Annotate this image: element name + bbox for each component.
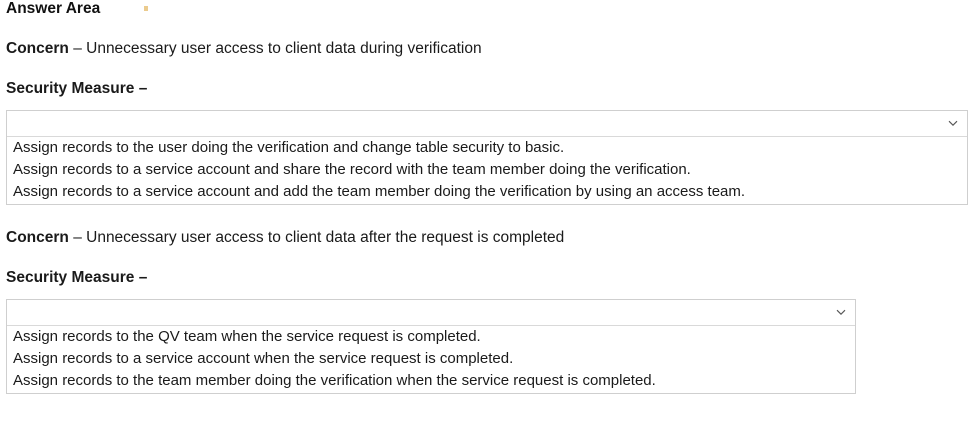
concern-label-2: Concern bbox=[6, 228, 69, 246]
concern-line-1 bbox=[6, 40, 968, 59]
dropdown-option[interactable]: Assign records to the team member doing the verification when the service request is completed. bbox=[13, 371, 656, 389]
stray-highlight-mark bbox=[144, 6, 148, 11]
security-measure-dash-1: – bbox=[138, 80, 148, 98]
security-measure-dash-2: – bbox=[138, 269, 148, 287]
concern-line-2 bbox=[6, 229, 968, 248]
dropdown-option-list-1[interactable] bbox=[7, 137, 967, 204]
chevron-down-icon[interactable] bbox=[947, 117, 959, 129]
security-measure-label-2: Security Measure bbox=[6, 269, 135, 287]
page-title: Answer Area bbox=[6, 0, 101, 17]
chevron-down-icon[interactable] bbox=[835, 306, 847, 318]
concern-text-2: Unnecessary user access to client data after the request is completed bbox=[86, 228, 565, 246]
dropdown-option[interactable]: Assign records to the QV team when the service request is completed. bbox=[13, 327, 481, 345]
question-block-2 bbox=[6, 229, 968, 394]
concern-text-1: Unnecessary user access to client data during verification bbox=[86, 39, 482, 57]
security-measure-dropdown-1[interactable] bbox=[6, 110, 968, 205]
dropdown-option-list-2[interactable] bbox=[7, 326, 855, 393]
security-measure-line-1 bbox=[6, 80, 968, 99]
dropdown-field-2[interactable] bbox=[7, 300, 855, 326]
dropdown-field-1[interactable] bbox=[7, 111, 967, 137]
dropdown-option[interactable]: Assign records to a service account and share the record with the team member doing the verification. bbox=[13, 160, 691, 178]
dropdown-option[interactable]: Assign records to a service account and add the team member doing the verification by using an access team. bbox=[13, 182, 746, 200]
security-measure-line-2 bbox=[6, 269, 968, 288]
security-measure-dropdown-2[interactable] bbox=[6, 299, 856, 394]
concern-dash-2: – bbox=[73, 228, 82, 246]
dropdown-option[interactable]: Assign records to a service account when the service request is completed. bbox=[13, 349, 514, 367]
dropdown-option[interactable]: Assign records to the user doing the verification and change table security to basic. bbox=[13, 138, 565, 156]
question-block-1 bbox=[6, 40, 968, 205]
concern-label-1: Concern bbox=[6, 39, 69, 57]
concern-dash-1: – bbox=[73, 39, 82, 57]
security-measure-label-1: Security Measure bbox=[6, 80, 135, 98]
